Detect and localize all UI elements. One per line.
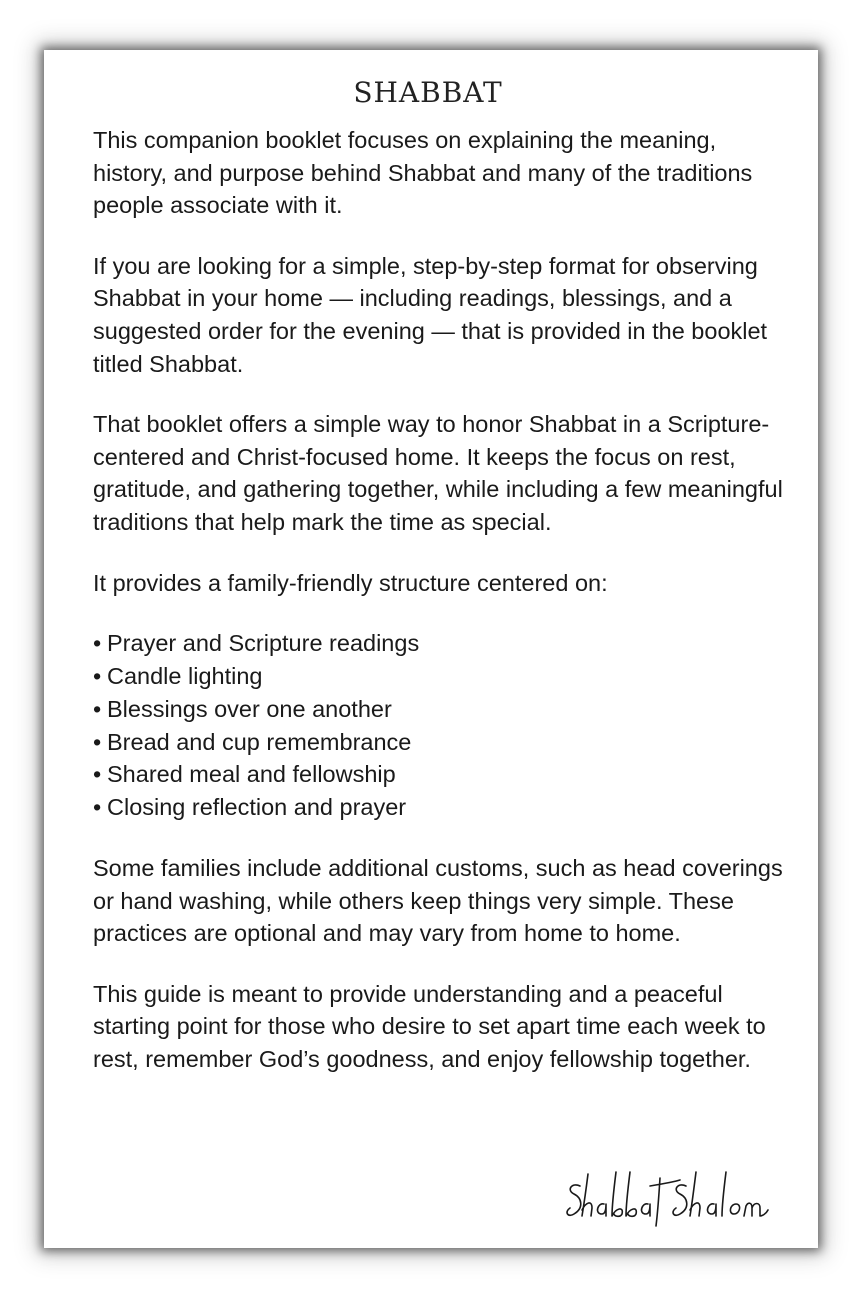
intro-paragraph: This companion booklet focuses on explaining the meaning, history, and purpose behind Shabbat and many of the traditions people associate with it.: [93, 127, 753, 219]
list-item: [93, 726, 783, 759]
page-title: SHABBAT: [353, 76, 503, 109]
bullet-icon: •: [93, 662, 102, 689]
list-item: [93, 660, 783, 693]
list-item-label: Prayer and Scripture readings: [107, 630, 420, 657]
list-item: [93, 791, 783, 824]
structure-intro-paragraph: It provides a family-friendly structure centered on:: [93, 569, 608, 596]
bullet-icon: •: [93, 728, 102, 755]
structure-list: [93, 627, 783, 824]
shabbat-shalom-signature: [562, 1164, 772, 1234]
list-item-label: Blessings over one another: [107, 695, 392, 722]
list-item: [93, 693, 783, 726]
page-content: [93, 50, 783, 1075]
bullet-icon: •: [93, 695, 102, 722]
bullet-icon: •: [93, 794, 102, 821]
list-item: [93, 627, 783, 660]
bullet-icon: •: [93, 761, 102, 788]
booklet-page: [44, 50, 818, 1248]
customs-paragraph: Some families include additional customs, such as head coverings or hand washing, while others keep things very simple. These practices are optional and may vary from home to home.: [93, 854, 783, 947]
bullet-icon: •: [93, 630, 102, 657]
booklet-paragraph: That booklet offers a simple way to honor Shabbat in a Scripture-centered and Christ-focused home. It keeps the focus on rest, gratitude, and gathering together, while including a few meaningful traditions that help mark the time as special.: [93, 411, 783, 535]
list-item-label: Bread and cup remembrance: [107, 728, 412, 755]
list-item-label: Shared meal and fellowship: [107, 761, 396, 788]
closing-paragraph: This guide is meant to provide understanding and a peaceful starting point for those who desire to set apart time each week to rest, remember God’s goodness, and enjoy fellowship together.: [93, 980, 766, 1072]
list-item-label: Candle lighting: [107, 662, 263, 689]
list-item-label: Closing reflection and prayer: [107, 794, 407, 821]
format-paragraph: If you are looking for a simple, step-by-step format for observing Shabbat in your home — including readings, blessings, and a suggested order for the evening — that is provided in the booklet titled Shabbat.: [93, 252, 768, 377]
list-item: [93, 758, 783, 791]
